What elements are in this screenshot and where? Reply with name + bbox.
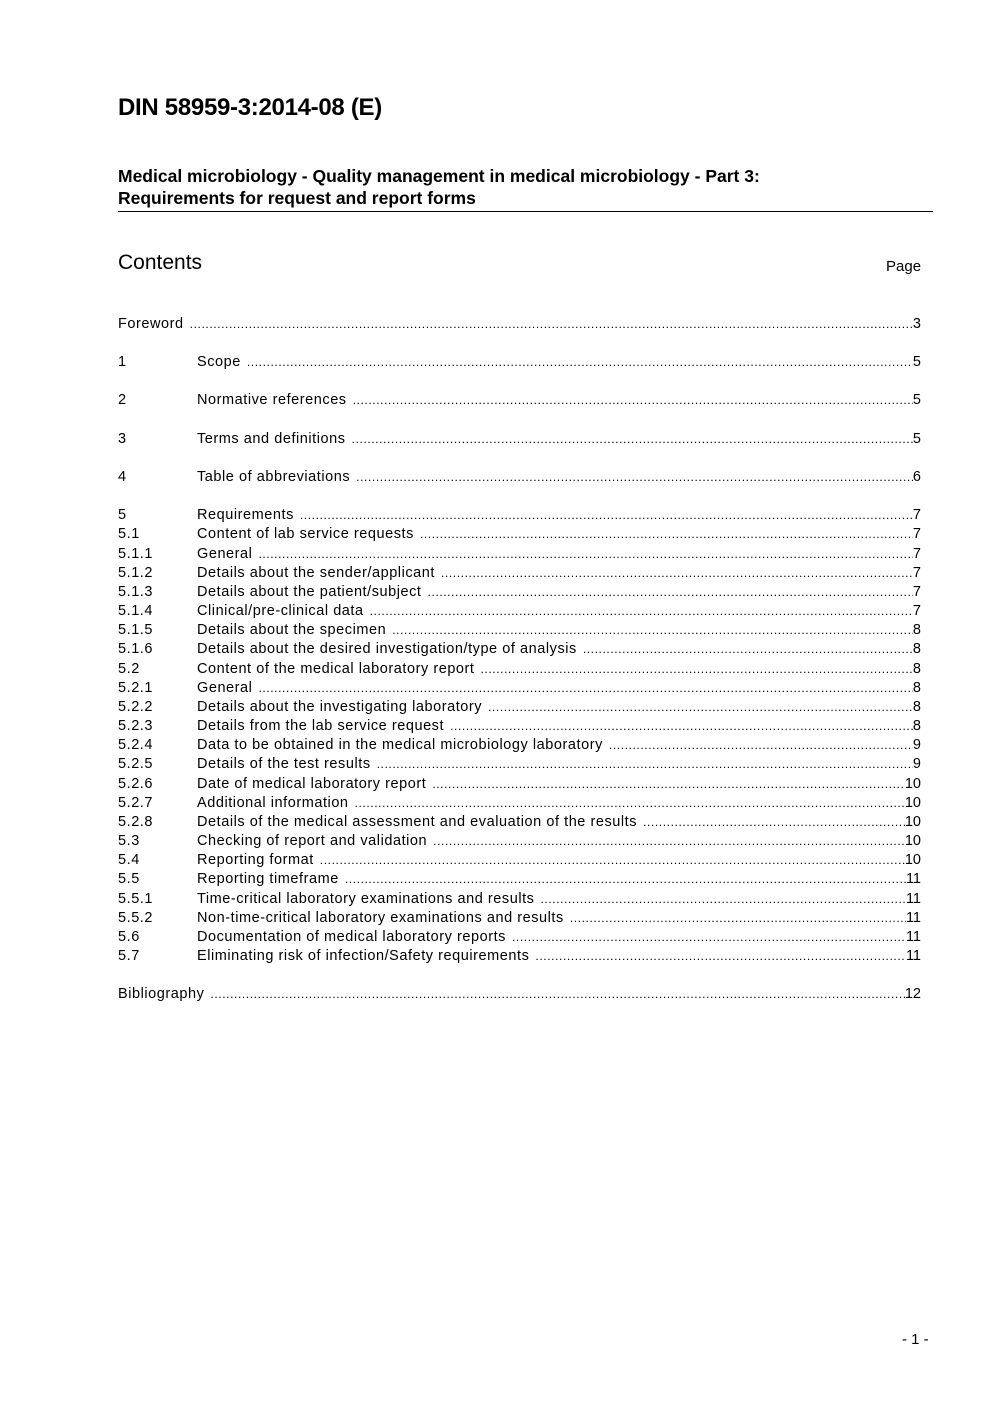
toc-dot-leader: [428, 585, 913, 599]
toc-entry-label: Details about the investigating laboratory: [197, 699, 483, 715]
toc-dot-leader: [433, 834, 905, 848]
toc-entry-page: 10: [904, 814, 921, 830]
page-column-heading: Page: [886, 258, 922, 275]
toc-entry-page: 7: [912, 507, 921, 523]
toc-entry-number: 5.2.3: [118, 718, 153, 734]
document-title: [118, 165, 933, 212]
toc-dot-leader: [356, 470, 913, 484]
toc-entry-number: 5.2.1: [118, 680, 153, 696]
toc-dot-leader: [190, 317, 913, 331]
toc-entry-number: 5.2.2: [118, 699, 153, 715]
toc-entry-number: 5.1.1: [118, 546, 153, 562]
toc-entry[interactable]: [118, 546, 921, 565]
toc-entry[interactable]: [118, 891, 921, 910]
document-id: DIN 58959-3:2014-08 (E): [118, 94, 382, 121]
toc-entry-number: 5.1.2: [118, 565, 153, 581]
toc-entry[interactable]: [118, 316, 921, 335]
toc-dot-leader: [300, 508, 913, 522]
toc-entry-number: 5.2.5: [118, 756, 153, 772]
toc-entry-number: 5.2.8: [118, 814, 153, 830]
toc-entry[interactable]: [118, 584, 921, 603]
toc-entry-label: Reporting timeframe: [197, 871, 339, 887]
toc-dot-leader: [481, 662, 913, 676]
toc-dot-leader: [609, 738, 913, 752]
toc-entry[interactable]: [118, 718, 921, 737]
toc-entry-label: Requirements: [197, 507, 294, 523]
toc-entry-label: Normative references: [197, 392, 347, 408]
toc-entry-number: 5.1.4: [118, 603, 153, 619]
toc-dot-leader: [353, 393, 913, 407]
toc-entry-number: 4: [118, 469, 127, 485]
toc-entry-page: 11: [905, 891, 921, 907]
toc-dot-leader: [512, 930, 906, 944]
toc-entry-number: 5.1.5: [118, 622, 153, 638]
toc-entry-label: Date of medical laboratory report: [197, 776, 427, 792]
toc-entry-page: 7: [912, 584, 921, 600]
toc-entry[interactable]: [118, 526, 921, 545]
toc-entry-label: Foreword: [118, 316, 184, 332]
toc-entry-label: Details of the test results: [197, 756, 371, 772]
toc-entry-label: Details of the medical assessment and evaluation of the results: [197, 814, 638, 830]
toc-entry-label: Bibliography: [118, 986, 205, 1002]
toc-entry-label: Details about the sender/applicant: [197, 565, 435, 581]
toc-dot-leader: [258, 681, 912, 695]
toc-entry-number: 5.2.7: [118, 795, 153, 811]
toc-entry-page: 10: [904, 776, 921, 792]
toc-entry-page: 11: [905, 948, 921, 964]
toc-entry[interactable]: [118, 680, 921, 699]
toc-entry-label: Reporting format: [197, 852, 314, 868]
document-title-line-2: Requirements for request and report forms: [118, 188, 476, 208]
toc-entry-page: 11: [905, 871, 921, 887]
toc-entry-label: Table of abbreviations: [197, 469, 351, 485]
toc-entry-number: 5: [118, 507, 127, 523]
toc-entry[interactable]: [118, 795, 921, 814]
toc-entry-number: 5.7: [118, 948, 140, 964]
toc-entry[interactable]: [118, 699, 921, 718]
toc-entry-page: 8: [912, 641, 921, 657]
toc-entry-label: Content of the medical laboratory report: [197, 661, 475, 677]
page-number: - 1 -: [902, 1331, 929, 1348]
toc-entry-page: 7: [912, 565, 921, 581]
toc-entry-page: 7: [912, 526, 921, 542]
toc-entry[interactable]: [118, 641, 921, 660]
toc-entry[interactable]: [118, 661, 921, 680]
toc-dot-leader: [258, 547, 912, 561]
toc-entry-label: Details from the lab service request: [197, 718, 445, 734]
toc-entry[interactable]: [118, 469, 921, 488]
toc-entry-label: Non-time-critical laboratory examinations and results: [197, 910, 564, 926]
toc-entry-page: 8: [912, 699, 921, 715]
toc-entry-number: 5.2.6: [118, 776, 153, 792]
toc-entry-number: 5.1.6: [118, 641, 153, 657]
toc-entry[interactable]: [118, 565, 921, 584]
toc-entry-number: 2: [118, 392, 127, 408]
toc-entry-page: 7: [912, 546, 921, 562]
toc-entry-number: 5.2: [118, 661, 140, 677]
toc-entry-label: Clinical/pre-clinical data: [197, 603, 364, 619]
toc-entry[interactable]: [118, 737, 921, 756]
toc-dot-leader: [488, 700, 913, 714]
toc-entry-label: General: [197, 546, 253, 562]
toc-entry-page: 8: [912, 718, 921, 734]
toc-entry-page: 8: [912, 661, 921, 677]
toc-entry-number: 5.5: [118, 871, 140, 887]
toc-dot-leader: [345, 872, 906, 886]
toc-dot-leader: [370, 604, 913, 618]
toc-entry[interactable]: [118, 948, 921, 967]
toc-entry-label: Eliminating risk of infection/Safety requirements: [197, 948, 530, 964]
toc-entry[interactable]: [118, 603, 921, 622]
toc-entry[interactable]: [118, 929, 921, 948]
document-title-line-1: Medical microbiology - Quality management in medical microbiology - Part 3:: [118, 166, 760, 186]
toc-dot-leader: [355, 796, 905, 810]
toc-entry-label: Details about the specimen: [197, 622, 387, 638]
toc-entry-number: 3: [118, 431, 127, 447]
toc-dot-leader: [535, 949, 906, 963]
toc-entry-number: 5.5.2: [118, 910, 153, 926]
toc-entry[interactable]: [118, 507, 921, 526]
toc-dot-leader: [377, 757, 913, 771]
toc-entry-label: Documentation of medical laboratory reports: [197, 929, 506, 945]
toc-entry-page: 6: [912, 469, 921, 485]
toc-dot-leader: [432, 777, 905, 791]
toc-entry-number: 5.1: [118, 526, 140, 542]
toc-dot-leader: [570, 911, 906, 925]
toc-dot-leader: [450, 719, 913, 733]
toc-dot-leader: [540, 892, 905, 906]
toc-entry[interactable]: [118, 833, 921, 852]
toc-entry-page: 5: [912, 392, 921, 408]
toc-entry[interactable]: [118, 392, 921, 411]
toc-entry-label: Details about the patient/subject: [197, 584, 422, 600]
toc-entry[interactable]: [118, 986, 921, 1005]
toc-entry-label: Time-critical laboratory examinations and results: [197, 891, 535, 907]
toc-entry-page: 9: [912, 737, 921, 753]
toc-dot-leader: [441, 566, 913, 580]
toc-entry-number: 1: [118, 354, 127, 370]
toc-dot-leader: [392, 623, 913, 637]
toc-entry-number: 5.1.3: [118, 584, 153, 600]
toc-entry-label: Details about the desired investigation/type of analysis: [197, 641, 577, 657]
toc-entry-page: 3: [912, 316, 921, 332]
toc-entry[interactable]: [118, 622, 921, 641]
toc-entry-label: Terms and definitions: [197, 431, 346, 447]
toc-entry-page: 10: [904, 833, 921, 849]
toc-entry-label: Content of lab service requests: [197, 526, 414, 542]
toc-dot-leader: [583, 642, 913, 656]
toc-entry[interactable]: [118, 776, 921, 795]
toc-entry-page: 10: [904, 795, 921, 811]
toc-entry[interactable]: [118, 871, 921, 890]
toc-entry-page: 10: [904, 852, 921, 868]
toc-entry-label: Scope: [197, 354, 241, 370]
toc-entry-number: 5.5.1: [118, 891, 153, 907]
toc-dot-leader: [643, 815, 905, 829]
toc-entry-page: 12: [904, 986, 921, 1002]
toc-entry[interactable]: [118, 852, 921, 871]
toc-dot-leader: [210, 987, 904, 1001]
toc-dot-leader: [420, 527, 913, 541]
toc-entry-page: 7: [912, 603, 921, 619]
toc-dot-leader: [352, 432, 913, 446]
toc-entry-number: 5.4: [118, 852, 140, 868]
toc-entry-page: 5: [912, 354, 921, 370]
toc-entry-label: Additional information: [197, 795, 349, 811]
toc-entry-number: 5.6: [118, 929, 140, 945]
toc-entry[interactable]: [118, 431, 921, 450]
toc-entry-number: 5.2.4: [118, 737, 153, 753]
toc-dot-leader: [247, 355, 913, 369]
toc-entry[interactable]: [118, 756, 921, 775]
toc-entry-page: 11: [905, 910, 921, 926]
toc-dot-leader: [320, 853, 905, 867]
toc-entry-page: 9: [912, 756, 921, 772]
toc-entry-number: 5.3: [118, 833, 140, 849]
toc-entry-label: Data to be obtained in the medical microbiology laboratory: [197, 737, 603, 753]
toc-entry-label: General: [197, 680, 253, 696]
toc-entry[interactable]: [118, 814, 921, 833]
toc-entry-page: 8: [912, 622, 921, 638]
contents-heading: Contents: [118, 251, 203, 274]
toc-entry-label: Checking of report and validation: [197, 833, 428, 849]
toc-entry-page: 11: [905, 929, 921, 945]
toc-entry-page: 8: [912, 680, 921, 696]
toc-entry-page: 5: [912, 431, 921, 447]
toc-entry[interactable]: [118, 910, 921, 929]
toc-entry[interactable]: [118, 354, 921, 373]
